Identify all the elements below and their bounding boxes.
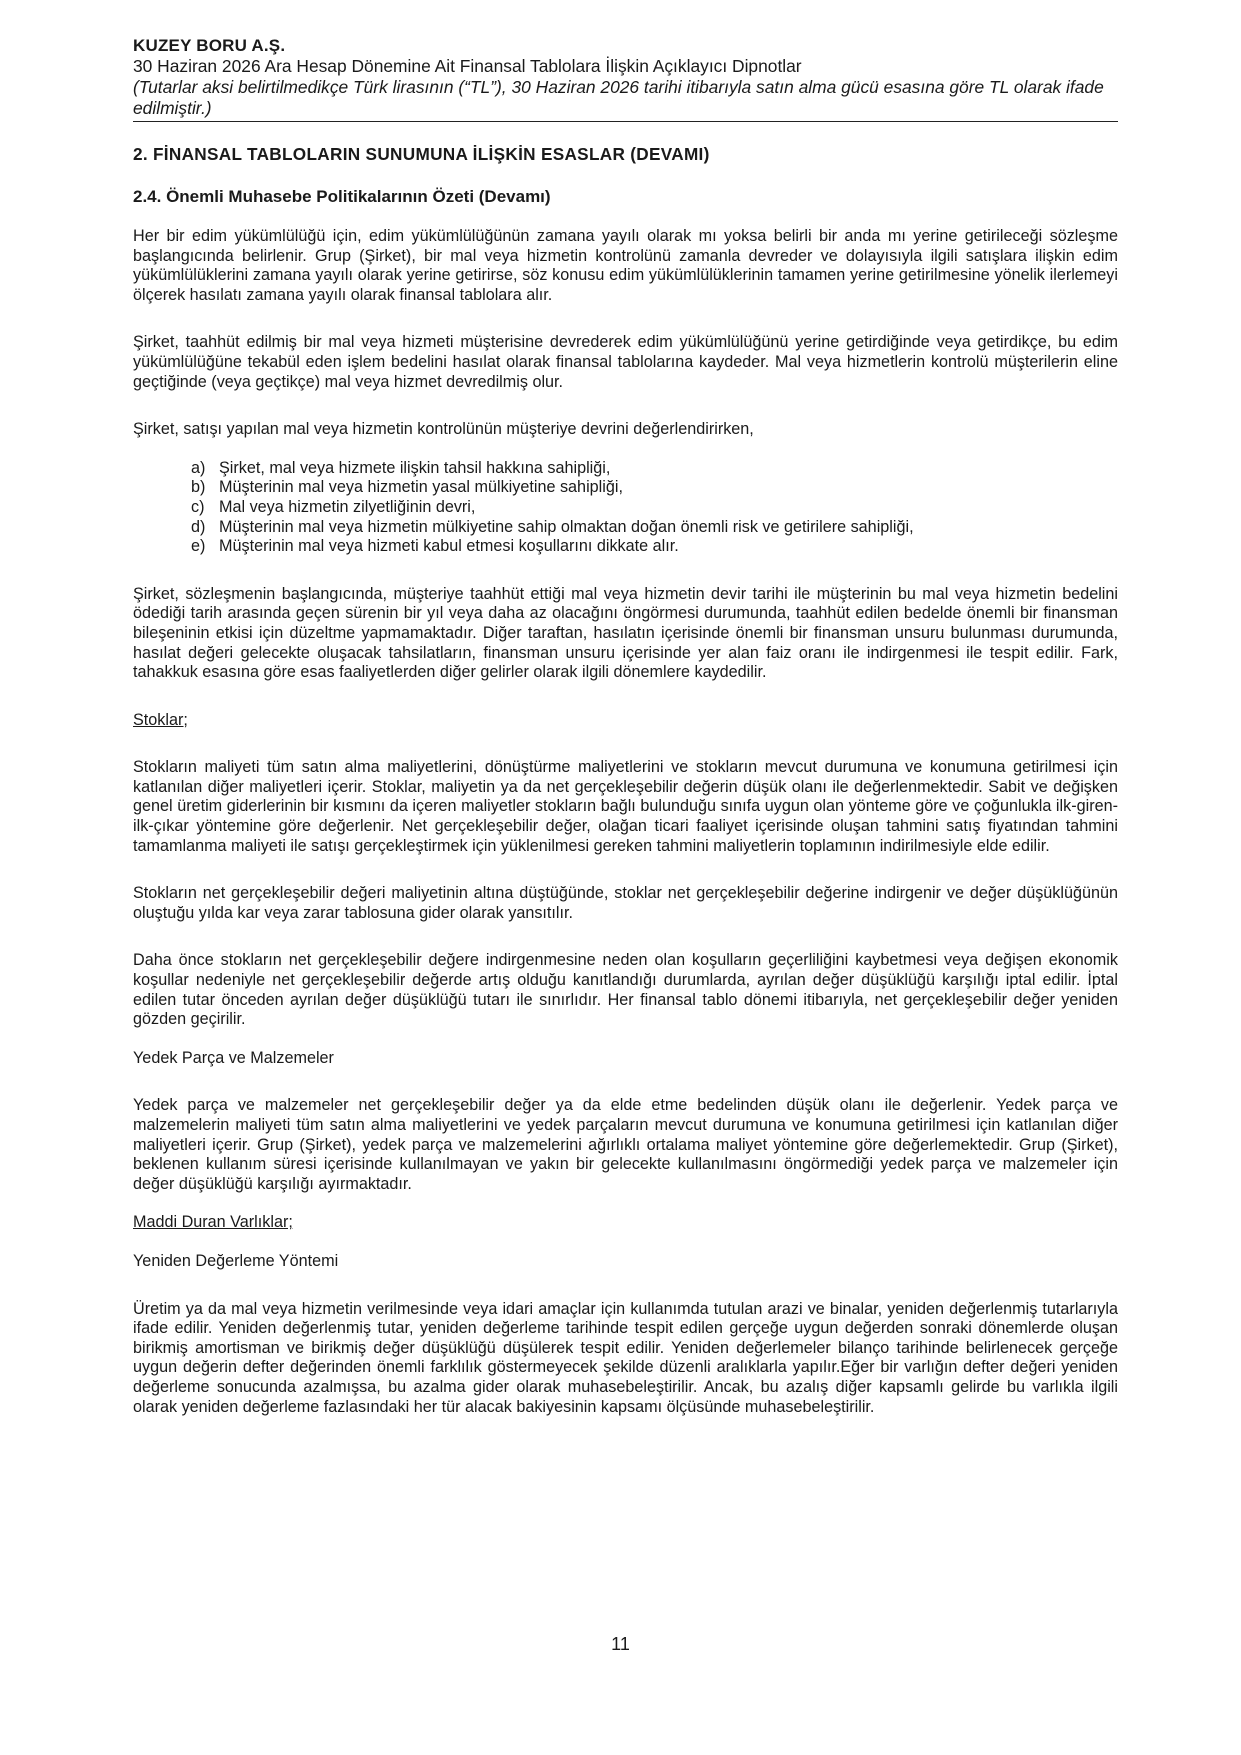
document-page (133, 36, 1118, 1417)
paragraph: Şirket, sözleşmenin başlangıcında, müşteriye taahhüt ettiği mal veya hizmetin devir tarihi ile müşterinin bu mal veya hizmetin bedelini ödediği tarih arasında geçen sürenin bir yıl veya daha az olacağını öngörmesi durumunda, taahhüt edilen bedelde önemli bir finansman bileşeninin etkisi için düzeltme yapmamaktadır. Diğer taraftan, hasılatın içerisinde önemli bir finansman unsuru bulunması durumunda, hasılat değeri gelecekte oluşacak tahsilatların, finansman unsuru içerisinde yer alan faiz oranı ile indirgenmesi ile tespit edilir. Fark, tahakkuk esasına göre esas faaliyetlerden diğer gelirler olarak ilgili dönemlere kaydedilir. (133, 584, 1118, 682)
list-letter: a) (191, 458, 206, 477)
maddi-duran-heading: Maddi Duran Varlıklar; (133, 1213, 293, 1232)
company-name: KUZEY BORU A.Ş. (133, 36, 286, 55)
paragraph: Daha önce stokların net gerçekleşebilir değere indirgenmesine neden olan koşulların geçerliliğini kaybetmesi veya değişen ekonomik koşullar nedeniyle net gerçekleşebilir değerde artış olduğu kanıtlandığı durumlarda, ayrılan değer düşüklüğü karşılığı iptal edilir. İptal edilen tutar önceden ayrılan değer düşüklüğü tutarı ile sınırlıdır. Her finansal tablo dönemi itibarıyla, net gerçekleşebilir değer yeniden gözden geçirilir. (133, 951, 1118, 1029)
paragraph: Yedek parça ve malzemeler net gerçekleşebilir değer ya da elde etme bedelinden düşük olanı ile değerlenir. Yedek parça ve malzemelerin maliyeti tüm satın alma maliyetlerini ve yedek parçaların mevcut durumuna ve konumuna getirilmesi için katlanılan diğer maliyetleri içerir. Grup (Şirket), yedek parça ve malzemelerini ağırlıklı ortalama maliyet yöntemine göre değerlemektedir. Grup (Şirket), beklenen kullanım süresi içerisinde kullanılmayan ve yakın bir gelecekte kullanılmasını öngörmediği yedek parça ve malzemeler için değer düşüklüğü karşılığı ayırmaktadır. (133, 1096, 1118, 1193)
list-item (191, 459, 1118, 479)
list-item (191, 537, 1118, 557)
criteria-list (133, 459, 1118, 557)
yedek-parca-heading: Yedek Parça ve Malzemeler (133, 1048, 334, 1067)
paragraph: Stokların maliyeti tüm satın alma maliyetlerini, dönüştürme maliyetlerini ve stokların mevcut durumuna ve konumuna getirilmesi için katlanılan diğer maliyetleri içerir. Stoklar, maliyetin ya da net gerçekleşebilir değerin düşük olanı ile değerlenmektedir. Sabit ve değişken genel üretim giderlerinin bir kısmını da içeren maliyetler stokların bağlı bulunduğu sınıfa uygun olan yönteme göre ve çoğunlukla ilk-giren-ilk-çıkar yöntemine göre değerlenir. Net gerçekleşebilir değer, olağan ticari faaliyet içerisinde oluşan tahmini satış fiyatından tahmini tamamlanma maliyeti ile satışı gerçekleştirmek için yüklenilmesi gereken tahmini maliyetlerin toplamının indirilmesiyle elde edilir. (133, 758, 1118, 855)
list-letter: b) (191, 478, 206, 497)
list-text: Müşterinin mal veya hizmetin mülkiyetine sahip olmaktan doğan önemli risk ve getirilere sahipliği, (219, 517, 914, 536)
paragraph: Şirket, taahhüt edilmiş bir mal veya hizmeti müşterisine devrederek edim yükümlülüğünü yerine getirdiğinde veya getirdikçe, bu edim yükümlülüğüne tekabül eden işlem bedelini hasılat olarak finansal tablolarına kaydeder. Mal veya hizmetlerin kontrolü müşterilerin eline geçtiğinde (veya geçtikçe) mal veya hizmet devredilmiş olur. (133, 333, 1118, 391)
stoklar-heading: Stoklar; (133, 710, 188, 729)
list-text: Mal veya hizmetin zilyetliğinin devri, (219, 497, 476, 516)
paragraph: Her bir edim yükümlülüğü için, edim yükümlülüğünün zamana yayılı olarak mı yoksa belirli bir anda mı yerine getirileceği sözleşme başlangıcında belirlenir. Grup (Şirket), bir mal veya hizmetin kontrolünü zamanla devreder ve dolayısıyla ilgili satışlara ilişkin edim yükümlülüklerini zamana yayılı olarak yerine getirirse, söz konusu edim yükümlülüklerinin tamamen yerine getirilmesine yönelik ilerlemeyi ölçerek hasılatı zamana yayılı olarak finansal tablolara alır. (133, 227, 1118, 304)
list-text: Şirket, mal veya hizmete ilişkin tahsil hakkına sahipliği, (219, 458, 611, 477)
page-header (133, 36, 1118, 122)
list-letter: d) (191, 517, 206, 536)
list-letter: c) (191, 497, 205, 516)
paragraph: Üretim ya da mal veya hizmetin verilmesinde veya idari amaçlar için kullanımda tutulan arazi ve binalar, yeniden değerlenmiş tutarlarıyla ifade edilir. Yeniden değerlenmiş tutar, yeniden değerleme tarihinde tespit edilen gerçeğe uygun değerden sonraki dönemlerde oluşan birikmiş amortisman ve birikmiş değer düşüklüğü düşülerek tespit edilir. Yeniden değerlemeler bilanço tarihinde belirlenecek gerçeğe uygun değerin defter değerinden önemli farklılık göstermeyecek şekilde düzenli aralıklarla yapılır.Eğer bir varlığın defter değeri yeniden değerleme sonucunda azalmışsa, bu azalma gider olarak muhasebeleştirilir. Ancak, bu azalış diğer kapsamlı gelirde bu varlıkla ilgili olarak yeniden değerleme fazlasındaki her tür alacak bakiyesinin kapsamı ölçüsünde muhasebeleştirilir. (133, 1299, 1118, 1416)
list-item (191, 478, 1118, 498)
page-number: 11 (611, 1634, 630, 1654)
list-text: Müşterinin mal veya hizmeti kabul etmesi koşullarını dikkate alır. (219, 537, 679, 556)
paragraph: Stokların net gerçekleşebilir değeri maliyetinin altına düştüğünde, stoklar net gerçekleşebilir değerine indirgenir ve değer düşüklüğünün oluştuğu yılda kar veya zarar tablosuna gider olarak yansıtılır. (133, 884, 1118, 922)
list-letter: e) (191, 537, 206, 556)
list-item (191, 518, 1118, 538)
list-text: Müşterinin mal veya hizmetin yasal mülkiyetine sahipliği, (219, 478, 623, 497)
section-title: 2. FİNANSAL TABLOLARIN SUNUMUNA İLİŞKİN ESASLAR (DEVAMI) (133, 144, 710, 164)
list-item (191, 498, 1118, 518)
report-subtitle: 30 Haziran 2026 Ara Hesap Dönemine Ait Finansal Tablolara İlişkin Açıklayıcı Dipnotlar (133, 56, 802, 76)
currency-note: (Tutarlar aksi belirtilmedikçe Türk lirasının (“TL”), 30 Haziran 2026 tarihi itibarıyla satın alma gücü esasına göre TL olarak ifade edilmiştir.) (133, 77, 1104, 118)
paragraph: Şirket, satışı yapılan mal veya hizmetin kontrolünün müşteriye devrini değerlendirirken, (133, 420, 754, 439)
yeniden-degerleme-heading: Yeniden Değerleme Yöntemi (133, 1251, 339, 1270)
subsection-title: 2.4. Önemli Muhasebe Politikalarının Özeti (Devamı) (133, 187, 551, 206)
